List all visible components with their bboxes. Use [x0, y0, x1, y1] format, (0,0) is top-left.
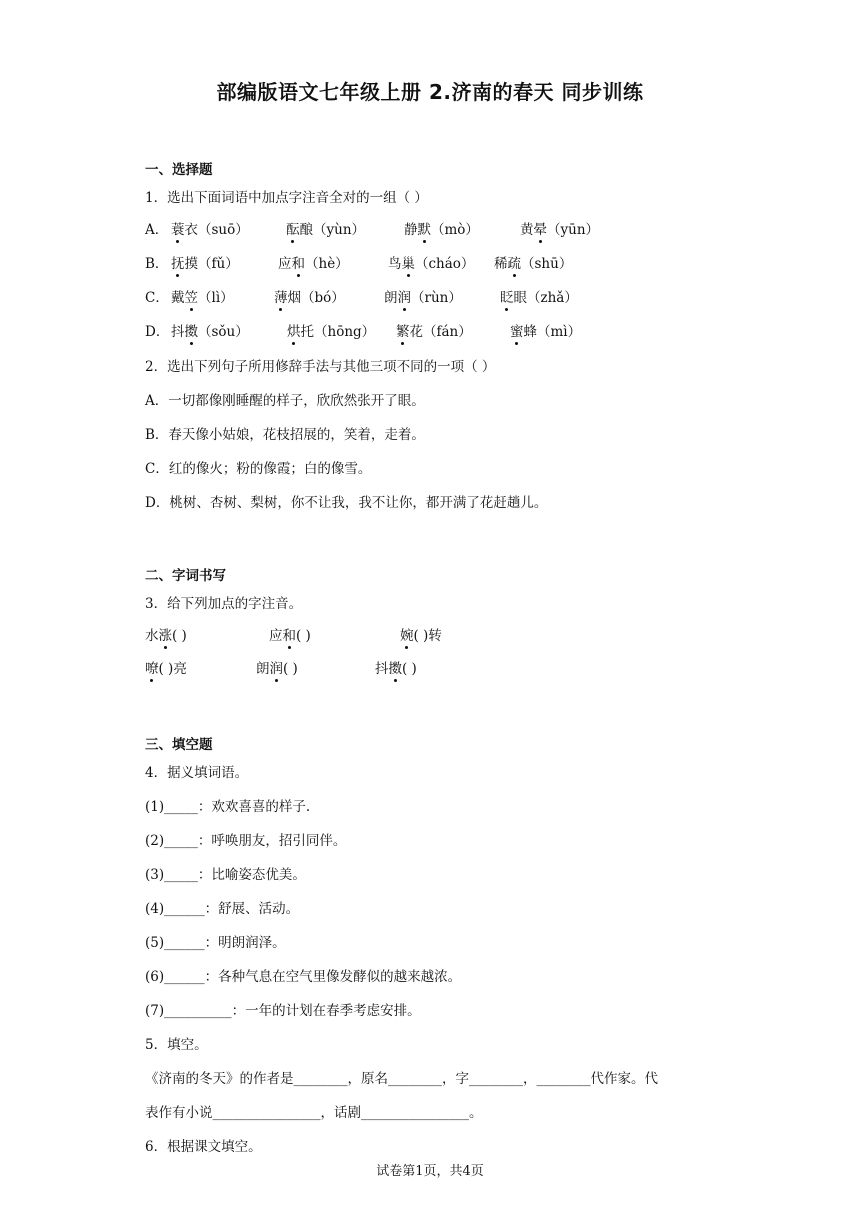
- page-title: 部编版语文七年级上册 2.济南的春天 同步训练: [216, 80, 644, 104]
- q1-b-word-3: 鸟巢（cháo）: [388, 252, 474, 272]
- dotted-char: 润: [398, 286, 412, 306]
- option-label: C．: [145, 290, 169, 306]
- q4-item-1: (1)_____：欢欢喜喜的样子.: [145, 799, 311, 815]
- section-heading-writing: 二、字词书写: [145, 568, 226, 584]
- option-label: A．: [145, 222, 169, 238]
- q1-d-word-2: 烘托（hōng）: [287, 320, 375, 340]
- q1-option-d: [145, 320, 169, 340]
- q3-item-1: 水涨( ): [145, 624, 187, 644]
- section-heading-choice: 一、选择题: [145, 162, 213, 178]
- q5-line-1: 《济南的冬天》的作者是________，原名________，字________，________代作家。代: [145, 1071, 658, 1087]
- dotted-char: 蓑: [171, 218, 185, 238]
- section-heading-fill: 三、填空题: [145, 737, 213, 753]
- q4-item-7: (7)__________：一年的计划在春季考虑安排。: [145, 1003, 421, 1019]
- dotted-char: 晕: [534, 218, 548, 238]
- q3-item-6: 抖擞( ): [375, 657, 417, 677]
- dotted-char: 和: [283, 624, 297, 644]
- dotted-char: 嘹: [145, 657, 159, 677]
- dotted-char: 抚: [171, 252, 185, 272]
- q2-option-c: C．红的像火；粉的像霞；白的像雪。: [145, 461, 372, 477]
- page-footer: 试卷第1页，共4页: [376, 1164, 484, 1179]
- dotted-char: 蜜: [510, 320, 524, 340]
- q1-c-word-3: 朗润（rùn）: [384, 286, 462, 306]
- q2-option-b: B．春天像小姑娘，花枝招展的，笑着，走着。: [145, 427, 425, 443]
- dotted-char: 默: [418, 218, 432, 238]
- q1-a-word-4: 黄晕（yūn）: [520, 218, 599, 238]
- q1-b-word-2: 应和（hè）: [278, 252, 349, 272]
- dotted-char: 烘: [287, 320, 301, 340]
- q1-d-word-3: 繁花（fán）: [396, 320, 472, 340]
- q1-option-b: [145, 252, 168, 272]
- q4-item-6: (6)______：各种气息在空气里像发酵似的越来越浓。: [145, 969, 462, 985]
- question-1-stem: 1．选出下面词语中加点字注音全对的一组（ ）: [145, 190, 428, 206]
- q1-a-word-1: 蓑衣（suō）: [171, 218, 249, 238]
- option-label: B．: [145, 256, 169, 272]
- q1-d-word-4: 蜜蜂（mì）: [510, 320, 581, 340]
- dotted-char: 疏: [508, 252, 522, 272]
- q1-b-word-4: 稀疏（shū）: [494, 252, 572, 272]
- q1-option-a: [145, 218, 168, 238]
- q2-option-a: A．一切都像刚睡醒的样子，欣欣然张开了眼。: [145, 393, 425, 409]
- dotted-char: 擞: [185, 320, 199, 340]
- dotted-char: 酝: [286, 218, 300, 238]
- dotted-char: 笠: [185, 286, 199, 306]
- q1-c-word-2: 薄烟（bó）: [274, 286, 345, 306]
- dotted-char: 和: [292, 252, 306, 272]
- option-label: D．: [145, 324, 170, 340]
- q4-item-4: (4)______：舒展、活动。: [145, 901, 300, 917]
- question-2-stem: 2．选出下列句子所用修辞手法与其他三项不同的一项（ ）: [145, 359, 496, 375]
- dotted-char: 繁: [396, 320, 410, 340]
- question-6-stem: 6．根据课文填空。: [145, 1139, 262, 1155]
- dotted-char: 涨: [159, 624, 173, 644]
- q5-line-2: 表作有小说________________，话剧________________。: [145, 1105, 483, 1121]
- dotted-char: 擞: [389, 657, 403, 677]
- question-3-stem: 3．给下列加点的字注音。: [145, 596, 303, 612]
- q1-c-word-4: 眨眼（zhǎ）: [500, 286, 578, 306]
- dotted-char: 薄: [274, 286, 288, 306]
- dotted-char: 巢: [402, 252, 416, 272]
- q3-item-2: 应和( ): [269, 624, 311, 644]
- q1-a-word-2: 酝酿（yùn）: [286, 218, 365, 238]
- q1-d-word-1: 抖擞（sǒu）: [171, 320, 249, 340]
- q4-item-2: (2)_____：呼唤朋友，招引同伴。: [145, 833, 347, 849]
- dotted-char: 眨: [500, 286, 514, 306]
- q1-b-word-1: 抚摸（fǔ）: [171, 252, 239, 272]
- dotted-char: 润: [270, 657, 284, 677]
- q3-item-3: 婉( )转: [400, 624, 442, 644]
- q1-c-word-1: 戴笠（lì）: [171, 286, 234, 306]
- dotted-char: 婉: [400, 624, 414, 644]
- q1-option-c: [145, 286, 169, 306]
- question-5-stem: 5．填空。: [145, 1037, 208, 1053]
- q1-a-word-3: 静默（mò）: [404, 218, 479, 238]
- q4-item-3: (3)_____：比喻姿态优美。: [145, 867, 306, 883]
- q3-item-4: 嘹( )亮: [145, 657, 187, 677]
- q3-item-5: 朗润( ): [256, 657, 298, 677]
- q4-item-5: (5)______：明朗润泽。: [145, 935, 286, 951]
- question-4-stem: 4．据义填词语。: [145, 765, 249, 781]
- q2-option-d: D．桃树、杏树、梨树，你不让我，我不让你，都开满了花赶趟儿。: [145, 495, 548, 511]
